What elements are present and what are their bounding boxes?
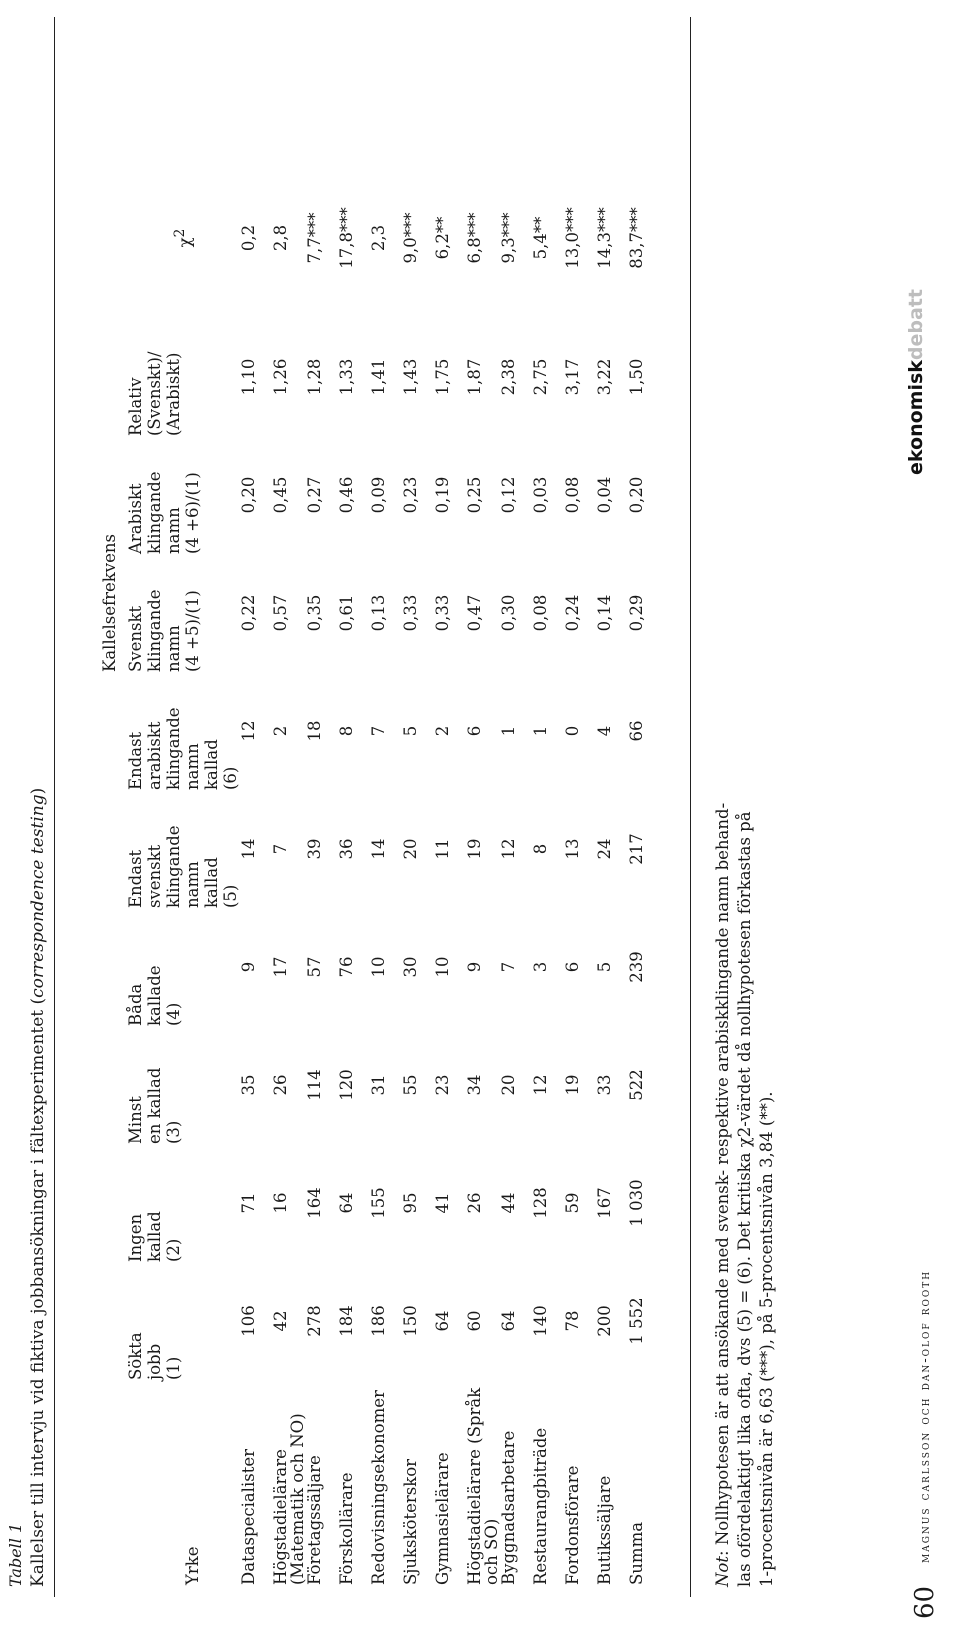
table-cell: 278 [305,1305,324,1337]
table-cell: 1,87 [465,358,484,396]
table-row [628,158,660,1585]
bottom-rule [690,17,691,1597]
page-footer [908,0,948,1625]
table-cell: 42 [271,1310,290,1332]
table-cell: 7 [271,843,290,855]
table-cell: 39 [305,838,324,860]
table-row [338,158,370,1585]
table-cell: 9 [239,961,258,973]
table-cell: 217 [627,833,646,865]
row-label: Byggnadsarbetare [499,1430,518,1585]
table-cell: 14 [369,838,388,860]
table-row [434,158,466,1585]
table-cell: 1,43 [401,358,420,396]
row-label: Högstadielärare (Matematik och NO) [271,1413,307,1585]
table-cell: 6 [465,725,484,737]
table-cell: 106 [239,1305,258,1337]
table-row [272,158,306,1585]
table-cell: 8 [337,725,356,737]
table-row [532,158,564,1585]
table-cell: 83,7*** [627,207,646,269]
column-header: Minst en kallad (3) [126,1067,183,1144]
table-cell: 114 [305,1069,324,1101]
table-cell: 55 [401,1074,420,1096]
table-cell: 6,2** [433,216,452,260]
row-label: Sjuksköterskor [401,1458,420,1585]
table-cell: 7,7*** [305,212,324,264]
row-label: Dataspecialister [239,1449,258,1585]
table-cell: 0,22 [239,594,258,632]
group-header: Kallelsefrekvens [100,534,119,672]
table-row [370,158,402,1585]
column-header: Relativ (Svenskt)/ (Arabiskt) [126,351,183,436]
table-cell: 3 [531,961,550,973]
table-cell: 19 [563,1074,582,1096]
table-cell: 35 [239,1074,258,1096]
top-rule [54,17,55,1597]
table-cell: 10 [369,956,388,978]
table-cell: 3,22 [595,358,614,396]
table-cell: 0,14 [595,594,614,632]
table-cell: 2 [433,725,452,737]
table-cell: 0,03 [531,476,550,514]
column-header: Arabiskt klingande namn (4 +6)/(1) [126,471,202,554]
table-cell: 0,12 [499,476,518,514]
table-cell: 0,19 [433,476,452,514]
table-cell: 76 [337,956,356,978]
table-cell: 26 [271,1074,290,1096]
table-cell: 0,24 [563,594,582,632]
table-cell: 33 [595,1074,614,1096]
table-cell: 0,61 [337,594,356,632]
table-cell: 0,27 [305,476,324,514]
table-note: Not: Nollhypotesen är att ansökande med svensk- respektive arabiskklingande namn behand- las ofördelaktigt lika ofta, dvs (5) = (6). Det kritiska χ2-värdet då nollhypotesen förkastas på 1-procentsnivån är 6,63 (***), på 5-procentsnivån 3,84 (**). [713,802,776,1587]
table-cell: 0,33 [433,594,452,632]
table-cell: 64 [337,1192,356,1214]
table-cell: 1,28 [305,358,324,396]
table-cell: 3,17 [563,358,582,396]
table-cell: 128 [531,1187,550,1219]
table-cell: 0,04 [595,476,614,514]
table-row [402,158,434,1585]
table-body [240,158,660,1585]
table-cell: 0,45 [271,476,290,514]
table-cell: 2,8 [271,224,290,252]
table-cell: 5,4** [531,216,550,260]
table-row [500,158,532,1585]
table-row [466,158,500,1585]
table-cell: 0,09 [369,476,388,514]
table-cell: 14,3*** [595,207,614,269]
table-cell: 1,26 [271,358,290,396]
table-cell: 6 [563,961,582,973]
table-cell: 13 [563,838,582,860]
row-label: Summa [627,1521,646,1585]
column-header: Båda kallade (4) [126,965,183,1026]
table-cell: 1,50 [627,358,646,396]
table-cell: 60 [465,1310,484,1332]
table-cell: 14 [239,838,258,860]
table-cell: 1,33 [337,358,356,396]
table-cell: 17,8*** [337,207,356,269]
column-header: Svenskt klingande namn (4 +5)/(1) [126,589,202,672]
row-label: Förskollärare [337,1472,356,1585]
table-cell: 4 [595,725,614,737]
table-cell: 1 030 [627,1179,646,1227]
table-cell: 2,38 [499,358,518,396]
running-head: magnus carlsson och dan-olof rooth [918,1269,933,1563]
table-cell: 57 [305,956,324,978]
table-cell: 239 [627,951,646,983]
table-cell: 2 [271,725,290,737]
table-cell: 0,08 [531,594,550,632]
table-cell: 0,08 [563,476,582,514]
publication-logo: ekonomiskdebatt [905,289,927,475]
table-cell: 44 [499,1192,518,1214]
table-cell: 0,2 [239,224,258,252]
table-cell: 2,3 [369,224,388,252]
table-cell: 155 [369,1187,388,1219]
table-cell: 164 [305,1187,324,1219]
row-label: Fordonsförare [563,1465,582,1585]
table-cell: 0,33 [401,594,420,632]
row-label: Företagssäljare [305,1455,324,1585]
table-cell: 17 [271,956,290,978]
table-cell: 0,29 [627,594,646,632]
table-cell: 0,23 [401,476,420,514]
table-cell: 150 [401,1305,420,1337]
table-cell: 0,20 [627,476,646,514]
table-cell: 12 [239,720,258,742]
table-cell: 1 [499,725,518,737]
page-number: 60 [910,1585,940,1619]
table-cell: 0,35 [305,594,324,632]
table-cell: 66 [627,720,646,742]
table-cell: 167 [595,1187,614,1219]
table-row [564,158,596,1585]
table-cell: 7 [499,961,518,973]
table-cell: 19 [465,838,484,860]
header-row [126,158,240,1585]
table-cell: 9,0*** [401,212,420,264]
table-cell: 18 [305,720,324,742]
results-table [100,158,660,1585]
row-label: Gymnasielärare [433,1452,452,1585]
table-cell: 5 [401,725,420,737]
table-cell: 23 [433,1074,452,1096]
table-cell: 186 [369,1305,388,1337]
table-cell: 20 [499,1074,518,1096]
table-cell: 11 [433,838,452,860]
table-cell: 140 [531,1305,550,1337]
column-header: Sökta jobb (1) [126,1332,183,1380]
column-header: Endast arabiskt klingande namn kallad (6) [126,707,240,790]
table-cell: 1,10 [239,358,258,396]
table-cell: 0,13 [369,594,388,632]
table-cell: 36 [337,838,356,860]
row-label: Restaurangbiträde [531,1427,550,1585]
table-cell: 0,57 [271,594,290,632]
table-cell: 2,75 [531,358,550,396]
table-cell: 71 [239,1192,258,1214]
table-label: Tabell 1 [6,1522,25,1587]
row-label: Redovisningsekonomer [369,1390,388,1585]
table-cell: 31 [369,1074,388,1096]
table-cell: 120 [337,1069,356,1101]
table-cell: 1,41 [369,358,388,396]
column-header: Yrke [183,1546,202,1585]
table-cell: 34 [465,1074,484,1096]
column-header: Endast svenskt klingande namn kallad (5) [126,825,240,908]
table-cell: 95 [401,1192,420,1214]
row-label: Butikssäljare [595,1475,614,1585]
table-cell: 0 [563,725,582,737]
table-cell: 13,0*** [563,207,582,269]
table-cell: 16 [271,1192,290,1214]
table-cell: 12 [499,838,518,860]
table-cell: 0,46 [337,476,356,514]
table-cell: 26 [465,1192,484,1214]
table-cell: 59 [563,1192,582,1214]
table-cell: 5 [595,961,614,973]
table-cell: 41 [433,1192,452,1214]
row-label: Högstadielärare (Språk och SO) [465,1387,501,1585]
table-cell: 0,25 [465,476,484,514]
column-header: $\chi^2$ [172,228,195,248]
table-row [306,158,338,1585]
table-cell: 9,3*** [499,212,518,264]
table-row [596,158,628,1585]
table-cell: 10 [433,956,452,978]
table-cell: 20 [401,838,420,860]
table-cell: 0,20 [239,476,258,514]
table-row [240,158,272,1585]
table-cell: 7 [369,725,388,737]
table-cell: 200 [595,1305,614,1337]
table-cell: 0,30 [499,594,518,632]
table-cell: 0,47 [465,594,484,632]
table-cell: 6,8*** [465,212,484,264]
column-header: Ingen kallad (2) [126,1211,183,1262]
table-title: Kallelser till intervju vid fiktiva jobbansökningar i fältexperimentet (correspondence testing) [28,787,48,1587]
table-cell: 24 [595,838,614,860]
table-cell: 78 [563,1310,582,1332]
table-cell: 64 [499,1310,518,1332]
table-cell: 522 [627,1069,646,1101]
table-cell: 64 [433,1310,452,1332]
table-cell: 1 552 [627,1297,646,1345]
table-cell: 1,75 [433,358,452,396]
table-cell: 30 [401,956,420,978]
table-cell: 184 [337,1305,356,1337]
table-cell: 9 [465,961,484,973]
table-cell: 8 [531,843,550,855]
table-cell: 1 [531,725,550,737]
table-cell: 12 [531,1074,550,1096]
